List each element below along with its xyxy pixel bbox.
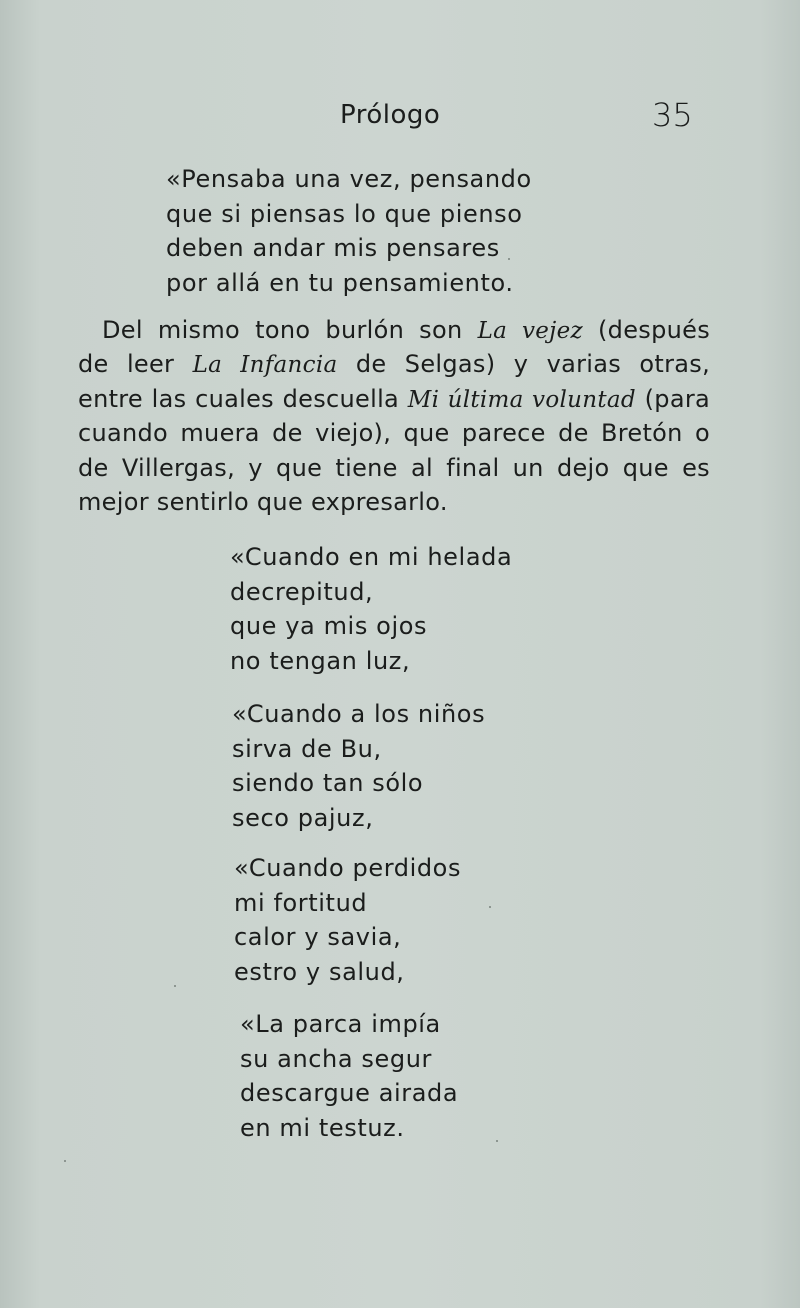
- text-run: de leer: [78, 350, 193, 379]
- paragraph-line: cuando muera de viejo), que parece de Bretón o: [78, 419, 710, 448]
- verse-line: estro y salud,: [234, 957, 405, 986]
- poem-stanza-3: [232, 697, 485, 835]
- verse-line: descargue airada: [240, 1079, 459, 1107]
- paper-speck: [489, 906, 491, 908]
- verse-line: que ya mis ojos: [230, 612, 428, 640]
- verse-line: en mi testuz.: [240, 1113, 405, 1142]
- page-number: 35: [652, 96, 693, 134]
- verse-line: «Cuando en mi helada: [230, 543, 513, 571]
- paper-speck: [496, 1140, 498, 1142]
- text-run: de Selgas) y varias otras,: [337, 350, 711, 379]
- running-title: Prólogo: [340, 100, 441, 130]
- verse-line: «Pensaba una vez, pensando: [166, 165, 532, 193]
- verse-line: deben andar mis pensares: [166, 234, 500, 262]
- poem-stanza-4: [234, 851, 461, 989]
- paragraph-line: de Villergas, y que tiene al final un dejo que es: [78, 453, 710, 482]
- page-header: [0, 96, 800, 136]
- verse-line: siendo tan sólo: [232, 769, 424, 797]
- paper-speck: [64, 1160, 66, 1162]
- text-run: (para: [635, 384, 711, 413]
- work-title: La vejez: [477, 318, 583, 344]
- verse-line: sirva de Bu,: [232, 734, 382, 763]
- poem-stanza-2: [230, 540, 512, 678]
- verse-line: seco pajuz,: [232, 803, 374, 832]
- paragraph-line: [78, 382, 710, 416]
- verse-line: mi fortitud: [234, 888, 368, 917]
- verse-line: «La parca impía: [240, 1010, 441, 1038]
- paper-speck: [174, 985, 176, 987]
- verse-line: calor y savia,: [234, 923, 402, 951]
- verse-line: su ancha segur: [240, 1044, 432, 1073]
- verse-line: «Cuando perdidos: [234, 854, 462, 882]
- paragraph-line: mejor sentirlo que expresarlo.: [78, 487, 448, 516]
- verse-line: no tengan luz,: [230, 646, 411, 675]
- paper-speck: [508, 258, 510, 260]
- verse-line: decrepitud,: [230, 577, 374, 606]
- work-title: La Infancia: [192, 352, 338, 379]
- poem-stanza-1: [166, 162, 532, 300]
- work-title: Mi última voluntad: [407, 386, 636, 413]
- text-run: Del mismo tono burlón son: [102, 316, 478, 344]
- text-run: (después: [582, 316, 711, 344]
- poem-stanza-5: [240, 1007, 458, 1145]
- verse-line: por allá en tu pensamiento.: [166, 268, 514, 297]
- verse-line: que si piensas lo que pienso: [166, 199, 523, 228]
- paragraph-line: [78, 313, 710, 347]
- paragraph-line: [78, 347, 710, 381]
- text-run: entre las cuales descuella: [78, 384, 408, 413]
- prose-paragraph: [78, 313, 710, 519]
- verse-line: «Cuando a los niños: [232, 700, 486, 728]
